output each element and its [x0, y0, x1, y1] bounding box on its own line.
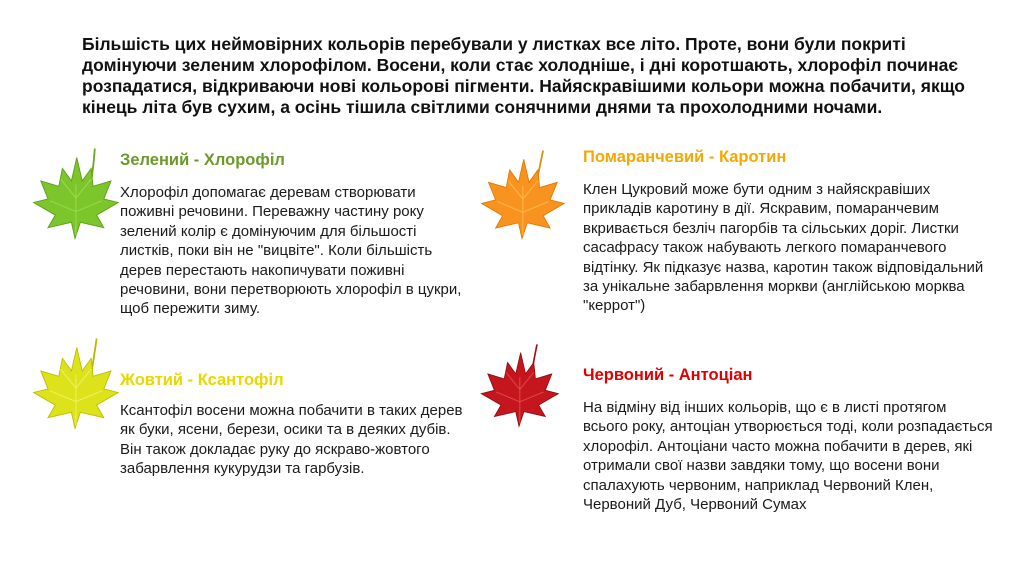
section-title-green: Зелений - Хлорофіл [120, 151, 285, 169]
section-title-orange: Помаранчевий - Каротин [583, 148, 787, 166]
section-green-chlorophyll [120, 150, 470, 319]
section-text-green: Хлорофіл допомагає деревам створювати поживні речовини. Переважну частину року зелений колір є домінуючим для більшості листків, поки він не "вицвіте". Коли більшість дерев перестають накопичувати поживні речовини, вони перетворюють хлорофіл в цукри, щоб пережити зиму. [120, 184, 462, 318]
section-title-red: Червоний - Антоціан [583, 366, 753, 384]
section-text-orange: Клен Цукровий може бути одним з найяскравіших прикладів каротину в дії. Яскравим, помаранчевим вкривається безліч пагорбів та сільських доріг. Листки сасафрасу також набувають легкого помаранчевого відтінку. Як підказує назва, каротин також відповідальний за унікальне забарвлення моркви (англійською морква "керрот") [583, 181, 984, 315]
yellow-maple-leaf-icon [30, 338, 120, 438]
section-red-anthocyanin [583, 365, 993, 514]
section-yellow-xanthophyll [120, 370, 470, 479]
section-title-yellow: Жовтий - Ксантофіл [120, 371, 284, 389]
section-text-yellow: Ксантофіл восени можна побачити в таких дерев як буки, ясени, берези, осики та в деяких дубів. Він також докладає руку до яскраво-жовтого забарвлення кукурудзи та гарбузів. [120, 402, 463, 478]
green-maple-leaf-icon [30, 148, 120, 248]
section-orange-carotene [583, 147, 993, 316]
intro-paragraph: Більшість цих неймовірних кольорів перебували у листках все літо. Проте, вони були покриті домінуючи зеленим хлорофілом. Восени, коли стає холодніше, і дні коротшають, хлорофіл починає розпадатися, відкриваючи нові кольорові пігменти. Найяскравішими кольори можна побачити, якщо кінець літа був сухим, а осінь тішила світлими сонячними днями та прохолодними ночами. [82, 34, 965, 117]
orange-maple-leaf-icon [478, 150, 566, 248]
section-text-red: На відміну від інших кольорів, що є в листі протягом всього року, антоціан утворюється тоді, коли розпадається хлорофіл. Антоціани часто можна побачити в дерев, які отримали свої назви завдяки тому, що восени вони спалахують червоним, наприклад Червоний Клен, Червоний Дуб, Червоний Сумах [583, 399, 993, 514]
red-maple-leaf-icon [478, 342, 560, 437]
